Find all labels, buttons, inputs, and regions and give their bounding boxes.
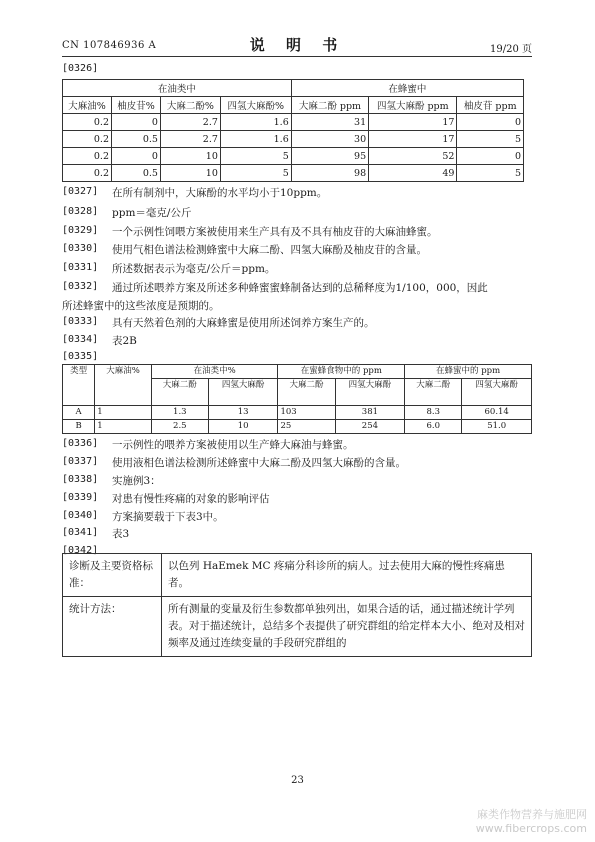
table-cell: 2.5 xyxy=(151,420,208,434)
table-row xyxy=(63,554,532,597)
column-header: 大麻二酚 ppm xyxy=(291,97,368,114)
paragraph-number: [0333] xyxy=(62,316,99,327)
table-cell: 95 xyxy=(291,148,368,165)
table-cell: 0.2 xyxy=(63,114,112,131)
group-header-in-oil: 在油类中% xyxy=(151,365,278,379)
table-cell: 10 xyxy=(160,165,220,182)
table-cell: 0 xyxy=(457,148,524,165)
table-cell: B xyxy=(63,420,95,434)
column-header: 四氢大麻酚 ppm xyxy=(369,97,457,114)
paragraph-number: [0326] xyxy=(62,63,99,74)
table-cell: 17 xyxy=(369,131,457,148)
table-row xyxy=(63,597,532,657)
paragraph-text: 使用液相色谱法检测所述蜂蜜中大麻二酚及四氢大麻酚的含量。 xyxy=(112,457,406,469)
column-header: 柚皮苷 ppm xyxy=(457,97,524,114)
table-cell: 0 xyxy=(111,114,160,131)
paragraph-number: [0327] xyxy=(62,186,99,197)
paragraph-text: ppm＝毫克/公斤 xyxy=(112,207,192,219)
table-cell: 60.14 xyxy=(462,406,532,420)
paragraph-number: [0340] xyxy=(62,510,99,521)
column-header-thc: 四氢大麻酚 xyxy=(462,379,532,406)
table-2b xyxy=(62,364,532,434)
table-cell: 2.7 xyxy=(160,114,220,131)
paragraph-text: 一个示例性饲喂方案被使用来生产具有及不具有柚皮苷的大麻油蜂蜜。 xyxy=(112,226,438,238)
column-header-cbd: 大麻二酚 xyxy=(151,379,208,406)
table-cell: 5 xyxy=(220,148,291,165)
header-divider xyxy=(62,56,532,57)
paragraph-number: [0338] xyxy=(62,474,99,485)
watermark-line: www.fibercrops.com xyxy=(475,822,587,835)
row-text: 以色列 HaEmek MC 疼痛分科诊所的病人。过去使用大麻的慢性疼痛患者。 xyxy=(162,554,532,597)
table-caption: 表2B xyxy=(112,335,137,347)
table-cell: 0.2 xyxy=(63,148,112,165)
table-cell: 17 xyxy=(369,114,457,131)
paragraph-text-continued: 所述蜂蜜中的这些浓度是预期的。 xyxy=(62,300,220,312)
table-cell: A xyxy=(63,406,95,420)
table-cell: 10 xyxy=(160,148,220,165)
table-cell: 0.5 xyxy=(111,131,160,148)
paragraph-text: 在所有制剂中，大麻酚的水平均小于10ppm。 xyxy=(112,187,328,199)
watermark-line: 麻类作物营养与施肥网 xyxy=(477,808,587,821)
patent-number: CN 107846936 A xyxy=(62,40,157,51)
table-cell: 0 xyxy=(111,148,160,165)
table-cell: 1 xyxy=(95,406,152,420)
table-cell: 5 xyxy=(220,165,291,182)
column-header: 柚皮苷% xyxy=(111,97,160,114)
table-cell: 52 xyxy=(369,148,457,165)
paragraph-number: [0334] xyxy=(62,334,99,345)
column-header-thc: 四氢大麻酚 xyxy=(335,379,405,406)
paragraph-number: [0330] xyxy=(62,243,99,254)
group-header-in-feed: 在蜜蜂食物中的 ppm xyxy=(278,365,405,379)
column-header-type: 类型 xyxy=(63,365,95,406)
watermark xyxy=(476,808,587,836)
table-cell: 1.6 xyxy=(220,131,291,148)
table-cell: 0.2 xyxy=(63,131,112,148)
table-cell: 0 xyxy=(457,114,524,131)
paragraph-number: [0335] xyxy=(62,351,99,362)
table-group-header-row xyxy=(63,365,532,379)
paragraph-text: 对患有慢性疼痛的对象的影响评估 xyxy=(112,493,270,505)
page-reference: 19/20 页 xyxy=(490,44,532,55)
table-cell: 98 xyxy=(291,165,368,182)
group-header-in-honey: 在蜂蜜中 xyxy=(291,80,523,97)
paragraph-text: 通过所述喂养方案及所述多种蜂蜜蜜蜂制备达到的总稀释度为1/100，000，因此 xyxy=(112,282,488,294)
table-cell: 49 xyxy=(369,165,457,182)
paragraph-number: [0329] xyxy=(62,225,99,236)
paragraph-number: [0332] xyxy=(62,281,99,292)
table-row xyxy=(63,114,524,131)
table-3-protocol-summary xyxy=(62,553,532,657)
paragraph-text: 所述数据表示为毫克/公斤＝ppm。 xyxy=(112,263,276,275)
table-row xyxy=(63,148,524,165)
paragraph-text: 具有天然着色剂的大麻蜂蜜是使用所述饲养方案生产的。 xyxy=(112,317,375,329)
table-cell: 381 xyxy=(335,406,405,420)
paragraph-number: [0336] xyxy=(62,438,99,449)
table-cell: 1.6 xyxy=(220,114,291,131)
paragraph-number: [0342] xyxy=(62,545,99,556)
paragraph-number: [0331] xyxy=(62,262,99,273)
row-label: 统计方法： xyxy=(63,597,162,657)
group-header-in-honey: 在蜂蜜中的 ppm xyxy=(405,365,532,379)
table-cell: 1 xyxy=(95,420,152,434)
table-cell: 31 xyxy=(291,114,368,131)
paragraph-text: 使用气相色谱法检测蜂蜜中大麻二酚、四氢大麻酚及柚皮苷的含量。 xyxy=(112,244,427,256)
table-caption: 表3 xyxy=(112,528,130,540)
paragraph-number: [0341] xyxy=(62,527,99,538)
column-header: 四氢大麻酚% xyxy=(220,97,291,114)
table-row xyxy=(63,165,524,182)
table-row xyxy=(63,131,524,148)
table-cell: 1.3 xyxy=(151,406,208,420)
section-heading: 实施例3： xyxy=(112,475,161,487)
table-cell: 5 xyxy=(457,165,524,182)
table-cell: 254 xyxy=(335,420,405,434)
paragraph-text: 方案摘要载于下表3中。 xyxy=(112,511,224,523)
table-cell: 30 xyxy=(291,131,368,148)
document-title: 说 明 书 xyxy=(249,36,346,54)
table-row xyxy=(63,406,532,420)
paragraph-text: 一示例性的喂养方案被使用以生产蜂大麻油与蜂蜜。 xyxy=(112,439,354,451)
column-header-cbd: 大麻二酚 xyxy=(405,379,462,406)
paragraph-number: [0328] xyxy=(62,206,99,217)
table-cannabinoid-levels xyxy=(62,79,524,182)
table-cell: 0.2 xyxy=(63,165,112,182)
table-cell: 2.7 xyxy=(160,131,220,148)
table-cell: 25 xyxy=(278,420,335,434)
column-header-hemp-oil: 大麻油% xyxy=(95,365,152,406)
row-text: 所有测量的变量及衍生参数都单独列出，如果合适的话，通过描述统计学列表。对于描述统计，总结多个表提供了研究群组的给定样本大小、绝对及相对频率及通过连续变量的手段研究群组的 xyxy=(162,597,532,657)
table-cell: 0.5 xyxy=(111,165,160,182)
table-cell: 5 xyxy=(457,131,524,148)
page-number: 23 xyxy=(291,775,304,786)
table-column-header-row xyxy=(63,97,524,114)
table-cell: 6.0 xyxy=(405,420,462,434)
table-row xyxy=(63,420,532,434)
paragraph-number: [0337] xyxy=(62,456,99,467)
table-cell: 10 xyxy=(208,420,278,434)
column-header: 大麻油% xyxy=(63,97,112,114)
row-label: 诊断及主要资格标准： xyxy=(63,554,162,597)
paragraph-number: [0339] xyxy=(62,492,99,503)
table-cell: 51.0 xyxy=(462,420,532,434)
column-header-thc: 四氢大麻酚 xyxy=(208,379,278,406)
table-cell: 13 xyxy=(208,406,278,420)
group-header-in-oil: 在油类中 xyxy=(63,80,292,97)
table-group-header-row xyxy=(63,80,524,97)
column-header: 大麻二酚% xyxy=(160,97,220,114)
column-header-cbd: 大麻二酚 xyxy=(278,379,335,406)
table-cell: 103 xyxy=(278,406,335,420)
table-cell: 8.3 xyxy=(405,406,462,420)
